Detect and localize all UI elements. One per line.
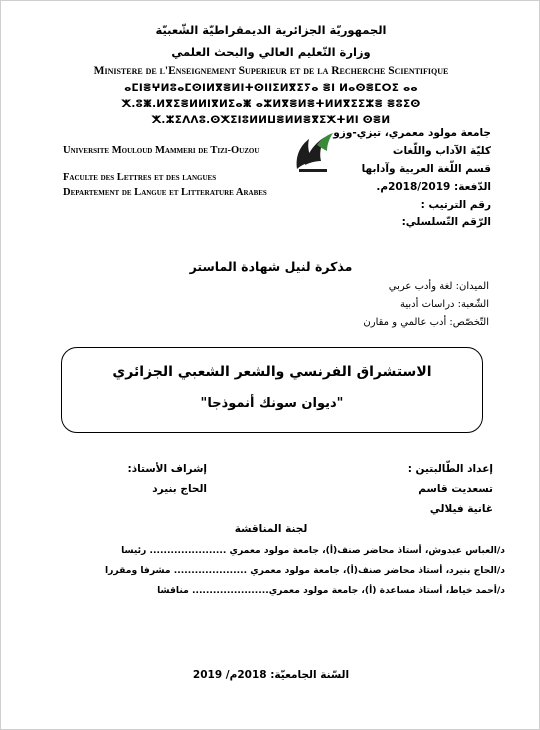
- tifinagh-line-2: ⵅ.ⵓⵥ.ⵍⴳⵉⴻⵍⵍⵏⴳⵍⵉⴰⵥ ⴰⵣⵍⴳⴻⵍⴻⵜⵍⵍⴳⵉⵉⵣⴻ ⴻⵓⵉⵙ: [121, 98, 421, 110]
- students-label: إعداد الطّالبتين :: [407, 463, 493, 475]
- department-name-fr: Departement de Langue et Litterature Arabes: [63, 187, 267, 198]
- student-name-2: غانية فيلالي: [429, 503, 493, 515]
- field-branch: الشّعبة: دراسات أدبية: [400, 299, 489, 310]
- university-name-fr: Universite Mouloud Mammeri de Tizi-Ouzou: [63, 145, 260, 156]
- committee-title: لجنة المناقشة: [234, 523, 308, 535]
- faculty-name-ar: كليّة الآداب واللّغات: [392, 145, 491, 157]
- ministry-heading-ar: وزارة التّعليم العالي والبحث العلمي: [171, 45, 371, 59]
- class-year: الدّفعة: 2018/2019م.: [376, 181, 491, 193]
- thesis-type: مذكرة لنيل شهادة الماستر: [189, 259, 353, 274]
- committee-member-2: د/الحاج بنيرد، أستاذ محاضر صنف(أ)، جامعة مولود معمري ..................... مشرفا ومقررا: [104, 565, 505, 576]
- supervisor-name: الحاج بنيرد: [152, 483, 207, 495]
- field-domain: الميدان: لغة وأدب عربي: [388, 281, 489, 292]
- student-name-1: تسعديت قاسم: [418, 483, 493, 495]
- republic-heading: الجمهوريّة الجزائرية الديمقراطيّة الشّعبيّة: [155, 23, 387, 37]
- thesis-title-box: [61, 347, 483, 433]
- tifinagh-line-1: ⴰⵎⵏⴻⵖⵍⵓⴰⵎⵙⵏⵍⴳⴻⵍⵏⵜⵙⵏⵏⵉⵍⴳⵉⵢⴰ ⴻⵏ ⵍⴰⵙⴻⵎⵔⵉ ⴰⴰ: [124, 82, 418, 94]
- committee-member-1: د/العباس عبدوش، أستاذ محاضر صنف(أ)، جامعة مولود معمري ...................... رئيسا: [121, 545, 505, 556]
- serial-number-label: الرّقم التّسلسلي:: [401, 216, 491, 228]
- order-number-label: رقم الترتيب :: [420, 199, 491, 211]
- department-name-ar: قسم اللّغة العربية وآدابها: [361, 163, 491, 175]
- committee-member-3: د/أحمد خياط، أستاذ مساعدة (أ)، جامعة مولود معمري...................... مناقشا: [157, 585, 505, 596]
- field-specialty: التّخصّص: أدب عالمي و مقارن: [363, 317, 489, 328]
- ministry-heading-fr: Ministere de l'Enseignement Superieur et de la Recherche Scientifique: [93, 65, 449, 77]
- thesis-title-main: الاستشراق الفرنسي والشعر الشعبي الجزائري: [112, 364, 432, 380]
- tifinagh-line-3: ⵅ.ⵣⵉⴷⴷⵓ.ⵙⵅⵉⵏⵓⵍⵍⵡⴻⵍⵍⴻⴳⵉⵅⵜⵍⵏ ⵙⴻⵍ: [151, 114, 391, 126]
- faculty-name-fr: Faculte des Lettres et des langues: [63, 172, 217, 183]
- academic-year: السّنة الجامعيّة: 2018م/ 2019: [192, 669, 350, 681]
- supervisor-label: إشراف الأستاذ:: [127, 463, 207, 475]
- thesis-title-sub: "ديوان سونك أنموذجا": [200, 396, 344, 411]
- university-name-ar: جامعة مولود معمري، تيزي-وزو: [333, 127, 491, 139]
